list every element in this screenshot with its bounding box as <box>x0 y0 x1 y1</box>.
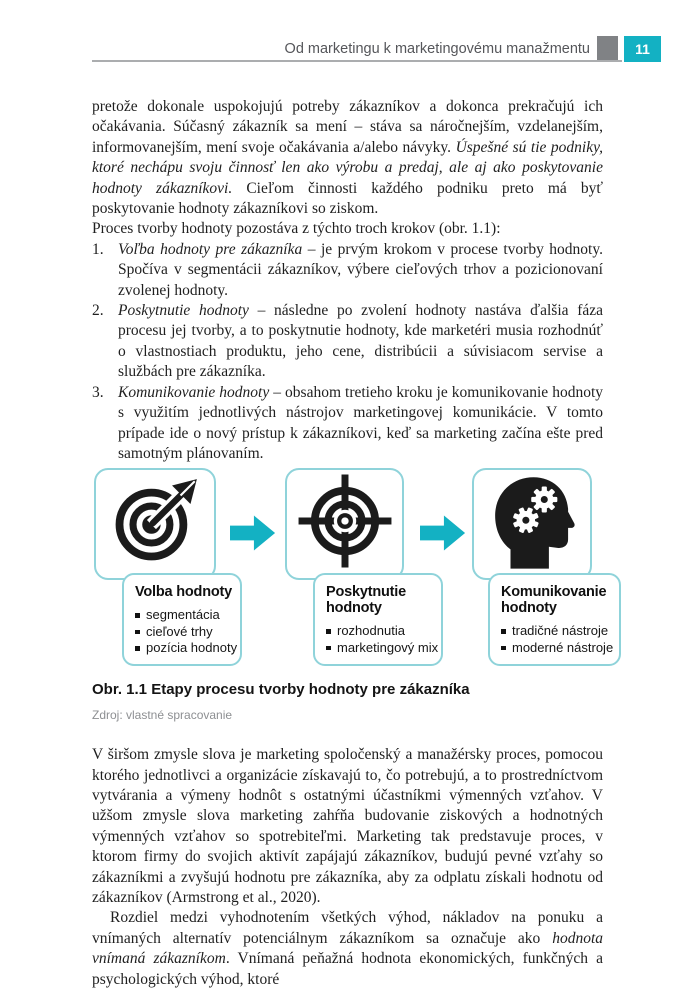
running-header-title: Od marketingu k marketingovému manažmentu <box>284 41 590 57</box>
paragraph-process-lead: Proces tvorby hodnoty pozostáva z týchto troch krokov (obr. 1.1): <box>92 220 501 238</box>
paragraph-intro: pretože dokonale uspokojujú potreby zákazníkov a dokonca prekračujú ich očakávania. Súčasný zákazník sa mení – stáva sa náročnejším, vzdelanejším, informovanejším, mení svoje očakávania a/alebo návyky. Úspešné sú tie podniky, ktoré nechápu svoju činnosť len ako výrobu a predaj, ale aj ako poskytovanie hodnoty zákazníkovi. Cieľom činnosti každého podniku preto má byť poskytovanie hodnoty zákazníkovi so ziskom. <box>92 98 603 218</box>
stage-label-box-1 <box>122 573 242 666</box>
list-item-text: – je prvým krokom v procese tvorby hodnoty. Spočíva v segmentácii zákazníkov, výbere cieľových trhov a pozicionovaní zvolenej hodnoty. <box>118 240 603 299</box>
paragraph-perceived-value: Rozdiel medzi vyhodnotením všetkých výhod, nákladov na ponuku a vnímaných alternatív potenciálnym zákazníkom sa označuje ako hodnota vnímaná zákazníkom. Vnímaná peňažná hodnota ekonomických, funkčných a psychologických výhod, ktoré <box>92 909 603 988</box>
figure-caption: Obr. 1.1 Etapy procesu tvorby hodnoty pre zákazníka <box>92 681 470 699</box>
dartboard-arrow-icon <box>111 477 199 571</box>
stage-icon-box-3 <box>472 468 592 580</box>
bullet-item: pozícia hodnoty <box>135 640 234 657</box>
bullet-item: segmentácia <box>135 607 234 624</box>
figure-diagram <box>92 468 614 668</box>
figure-source: Zdroj: vlastné spracovanie <box>92 707 233 722</box>
list-item-term: Voľba hodnoty pre zákazníka <box>118 240 303 258</box>
paragraph-wide-sense: V širšom zmysle slova je marketing spoločenský a manažérsky proces, pomocou ktorého jednotlivci a organizácie získavajú to, čo potrebujú, a to prostredníctvom vytvárania a výmeny hodnôt s ostatnými účastníkmi výmenných vzťahov. V užšom zmysle slova marketing zahŕňa budovanie ziskových a hodnotných výmenných vzťahov so spotrebiteľmi. Marketing tak predstavuje proces, v ktorom firmy do svojich aktivít zapájajú zákazníkov, budujú pevné vzťahy so zákazníkmi a zvyšujú hodnotu pre zákazníka, aby za odplatu získali hodnotu od zákazníkov (Armstrong et al., 2020). <box>92 746 603 906</box>
stage-icon-box-2 <box>285 468 404 580</box>
list-item-text: – následne po zvolení hodnoty nastáva ďalšia fáza procesu jej tvorby, a to poskytnutie hodnoty, kde marketéri musia rozhodnúť o vlastnostiach produktu, jeho cene, distribúcii a súvisiacom servise a službách pre zákazníka. <box>118 302 604 381</box>
stage-label-box-3 <box>488 573 621 666</box>
header-gray-square <box>597 36 618 62</box>
header-divider <box>92 60 622 62</box>
flow-arrow-icon <box>230 514 276 552</box>
list-item <box>92 240 603 301</box>
list-item <box>92 301 603 383</box>
stage-label-box-2 <box>313 573 443 666</box>
list-item-number: 2. <box>92 302 104 320</box>
stage-title: Komunikovanie hodnoty <box>501 584 607 617</box>
list-item <box>92 383 603 465</box>
stage-title: Poskytnutie hodnoty <box>326 584 406 617</box>
list-item-number: 3. <box>92 383 104 401</box>
page-number-badge: 11 <box>624 36 661 62</box>
stage-icon-box-1 <box>94 468 216 580</box>
list-item-term: Poskytnutie hodnoty <box>118 302 249 320</box>
head-gears-icon <box>489 473 575 575</box>
crosshair-target-icon <box>297 473 393 575</box>
bullet-item: rozhodnutia <box>326 623 435 640</box>
stage-bullet-list <box>501 623 613 656</box>
stage-bullet-list <box>326 623 439 656</box>
ordered-list <box>92 240 603 464</box>
bullet-item: cieľové trhy <box>135 624 234 641</box>
stage-title: Volba hodnoty <box>135 584 233 601</box>
stage-bullet-list <box>135 607 238 657</box>
list-item-term: Komunikovanie hodnoty <box>118 383 270 401</box>
flow-arrow-icon <box>420 514 466 552</box>
list-item-number: 1. <box>92 240 104 258</box>
bullet-item: moderné nástroje <box>501 640 613 657</box>
list-item-text: – obsahom tretieho kroku je komunikovanie hodnoty s využitím jednotlivých nástrojov marketingovej komunikácie. V tomto prípade ide o nový prístup k zákazníkovi, keď sa marketing začína ešte pred samotným plánovaním. <box>118 383 603 462</box>
text-column <box>92 97 614 990</box>
bullet-item: marketingový mix <box>326 640 435 657</box>
bullet-item: tradičné nástroje <box>501 623 613 640</box>
